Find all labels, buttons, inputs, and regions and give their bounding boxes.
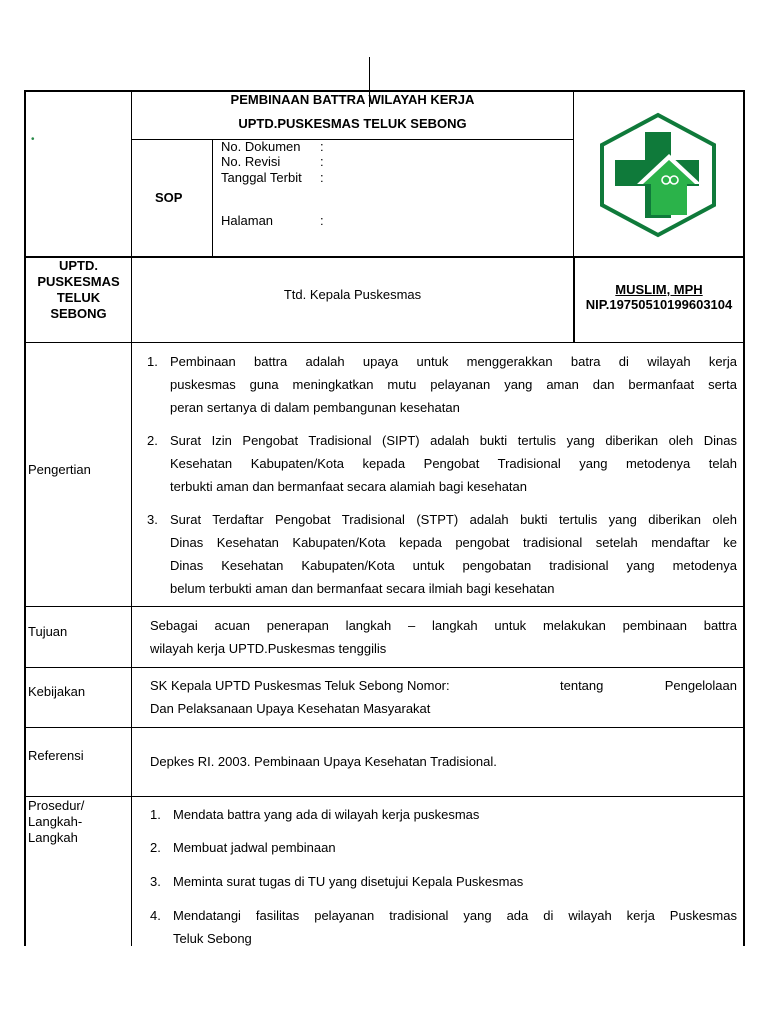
kebijakan-text: SK Kepala UPTD Puskesmas Teluk Sebong Nomor: xyxy=(150,678,450,693)
list-text: puskesmas guna meningkatkan mutu pelayanan yang aman dan bermanfaat serta xyxy=(170,377,737,392)
list-number: 4. xyxy=(150,908,161,923)
org-name-line4: SEBONG xyxy=(50,306,107,321)
list-text: terbukti aman dan bermanfaat secara alamiah bagi kesehatan xyxy=(170,479,527,494)
header-divider xyxy=(131,139,574,140)
table-left-border xyxy=(24,90,26,946)
list-text: Kesehatan Kabupaten/Kota kepada Pengobat Tradisional yang metodenya telah xyxy=(170,456,737,471)
list-text: Surat Izin Pengobat Tradisional (SIPT) adalah bukti tertulis yang diberikan oleh Dinas xyxy=(170,433,737,448)
section-label-prosedur: Prosedur/ xyxy=(28,798,85,813)
kebijakan-text: tentang Pengelolaan xyxy=(560,678,737,693)
table-right-border xyxy=(743,90,745,946)
list-text: Dinas Kesehatan Kabupaten/Kota untuk pengobatan tradisional yang metodenya xyxy=(170,558,737,573)
list-text: Dinas Kesehatan Kabupaten/Kota kepada pengobat tradisional setelah mendaftar ke xyxy=(170,535,737,550)
signer-nip: NIP.19750510199603104 xyxy=(585,297,733,312)
label-column-divider xyxy=(131,342,132,946)
list-number: 3. xyxy=(147,512,158,527)
doc-field-label: Tanggal Terbit xyxy=(221,170,302,185)
doc-field-sep: : xyxy=(320,213,324,228)
list-text: Membuat jadwal pembinaan xyxy=(173,840,336,855)
row-divider xyxy=(24,256,745,258)
org-name-line1: UPTD. xyxy=(59,258,98,273)
section-label-prosedur: Langkah xyxy=(28,830,78,845)
header-divider xyxy=(212,139,213,257)
list-text: Teluk Sebong xyxy=(173,931,252,946)
tujuan-text: Sebagai acuan penerapan langkah – langkah untuk melakukan pembinaan battra xyxy=(150,618,737,633)
row-divider xyxy=(24,727,745,728)
list-number: 3. xyxy=(150,874,161,889)
list-number: 2. xyxy=(150,840,161,855)
section-label-referensi: Referensi xyxy=(28,748,84,763)
row-divider xyxy=(24,342,745,343)
list-text: Pembinaan battra adalah upaya untuk menggerakkan batra di wilayah kerja xyxy=(170,354,737,369)
tujuan-text: wilayah kerja UPTD.Puskesmas tenggilis xyxy=(150,641,387,656)
bullet-mark: • xyxy=(31,134,35,145)
doc-field-label: Halaman xyxy=(221,213,274,228)
kebijakan-text: Dan Pelaksanaan Upaya Kesehatan Masyarakat xyxy=(150,701,431,716)
document-title-line1: PEMBINAAN BATTRA WILAYAH KERJA xyxy=(230,92,475,107)
list-text: belum terbukti aman dan bermanfaat secara ilmiah bagi kesehatan xyxy=(170,581,555,596)
row-divider xyxy=(24,606,745,607)
org-name-line2: PUSKESMAS xyxy=(37,274,120,289)
doc-field-sep: : xyxy=(320,139,324,154)
doc-field-label: No. Revisi xyxy=(221,154,281,169)
document-title-line2: UPTD.PUSKESMAS TELUK SEBONG xyxy=(238,116,467,131)
row-divider xyxy=(24,667,745,668)
list-number: 1. xyxy=(147,354,158,369)
row-divider xyxy=(24,796,745,797)
section-label-prosedur: Langkah- xyxy=(28,814,83,829)
list-text: peran sertanya di dalam pembangunan kesehatan xyxy=(170,400,460,415)
doc-field-label: No. Dokumen xyxy=(221,139,301,154)
section-label-pengertian: Pengertian xyxy=(28,462,91,477)
doc-field-sep: : xyxy=(320,154,324,169)
org-name-line3: TELUK xyxy=(56,290,101,305)
list-number: 2. xyxy=(147,433,158,448)
sop-label: SOP xyxy=(155,190,183,205)
list-text: Mendatangi fasilitas pelayanan tradisional yang ada di wilayah kerja Puskesmas xyxy=(173,908,737,923)
section-label-kebijakan: Kebijakan xyxy=(28,684,86,699)
list-text: Surat Terdaftar Pengobat Tradisional (STPT) adalah bukti tertulis yang diberikan oleh xyxy=(170,512,737,527)
signer-name: MUSLIM, MPH xyxy=(615,282,703,297)
section-label-tujuan: Tujuan xyxy=(28,624,68,639)
signature-label: Ttd. Kepala Puskesmas xyxy=(283,287,422,302)
list-text: Mendata battra yang ada di wilayah kerja puskesmas xyxy=(173,807,480,822)
puskesmas-logo-icon xyxy=(597,112,719,238)
header-divider xyxy=(573,90,574,257)
list-number: 1. xyxy=(150,807,161,822)
doc-field-sep: : xyxy=(320,170,324,185)
referensi-text: Depkes RI. 2003. Pembinaan Upaya Kesehatan Tradisional. xyxy=(150,754,497,769)
list-text: Meminta surat tugas di TU yang disetujui Kepala Puskesmas xyxy=(173,874,524,889)
